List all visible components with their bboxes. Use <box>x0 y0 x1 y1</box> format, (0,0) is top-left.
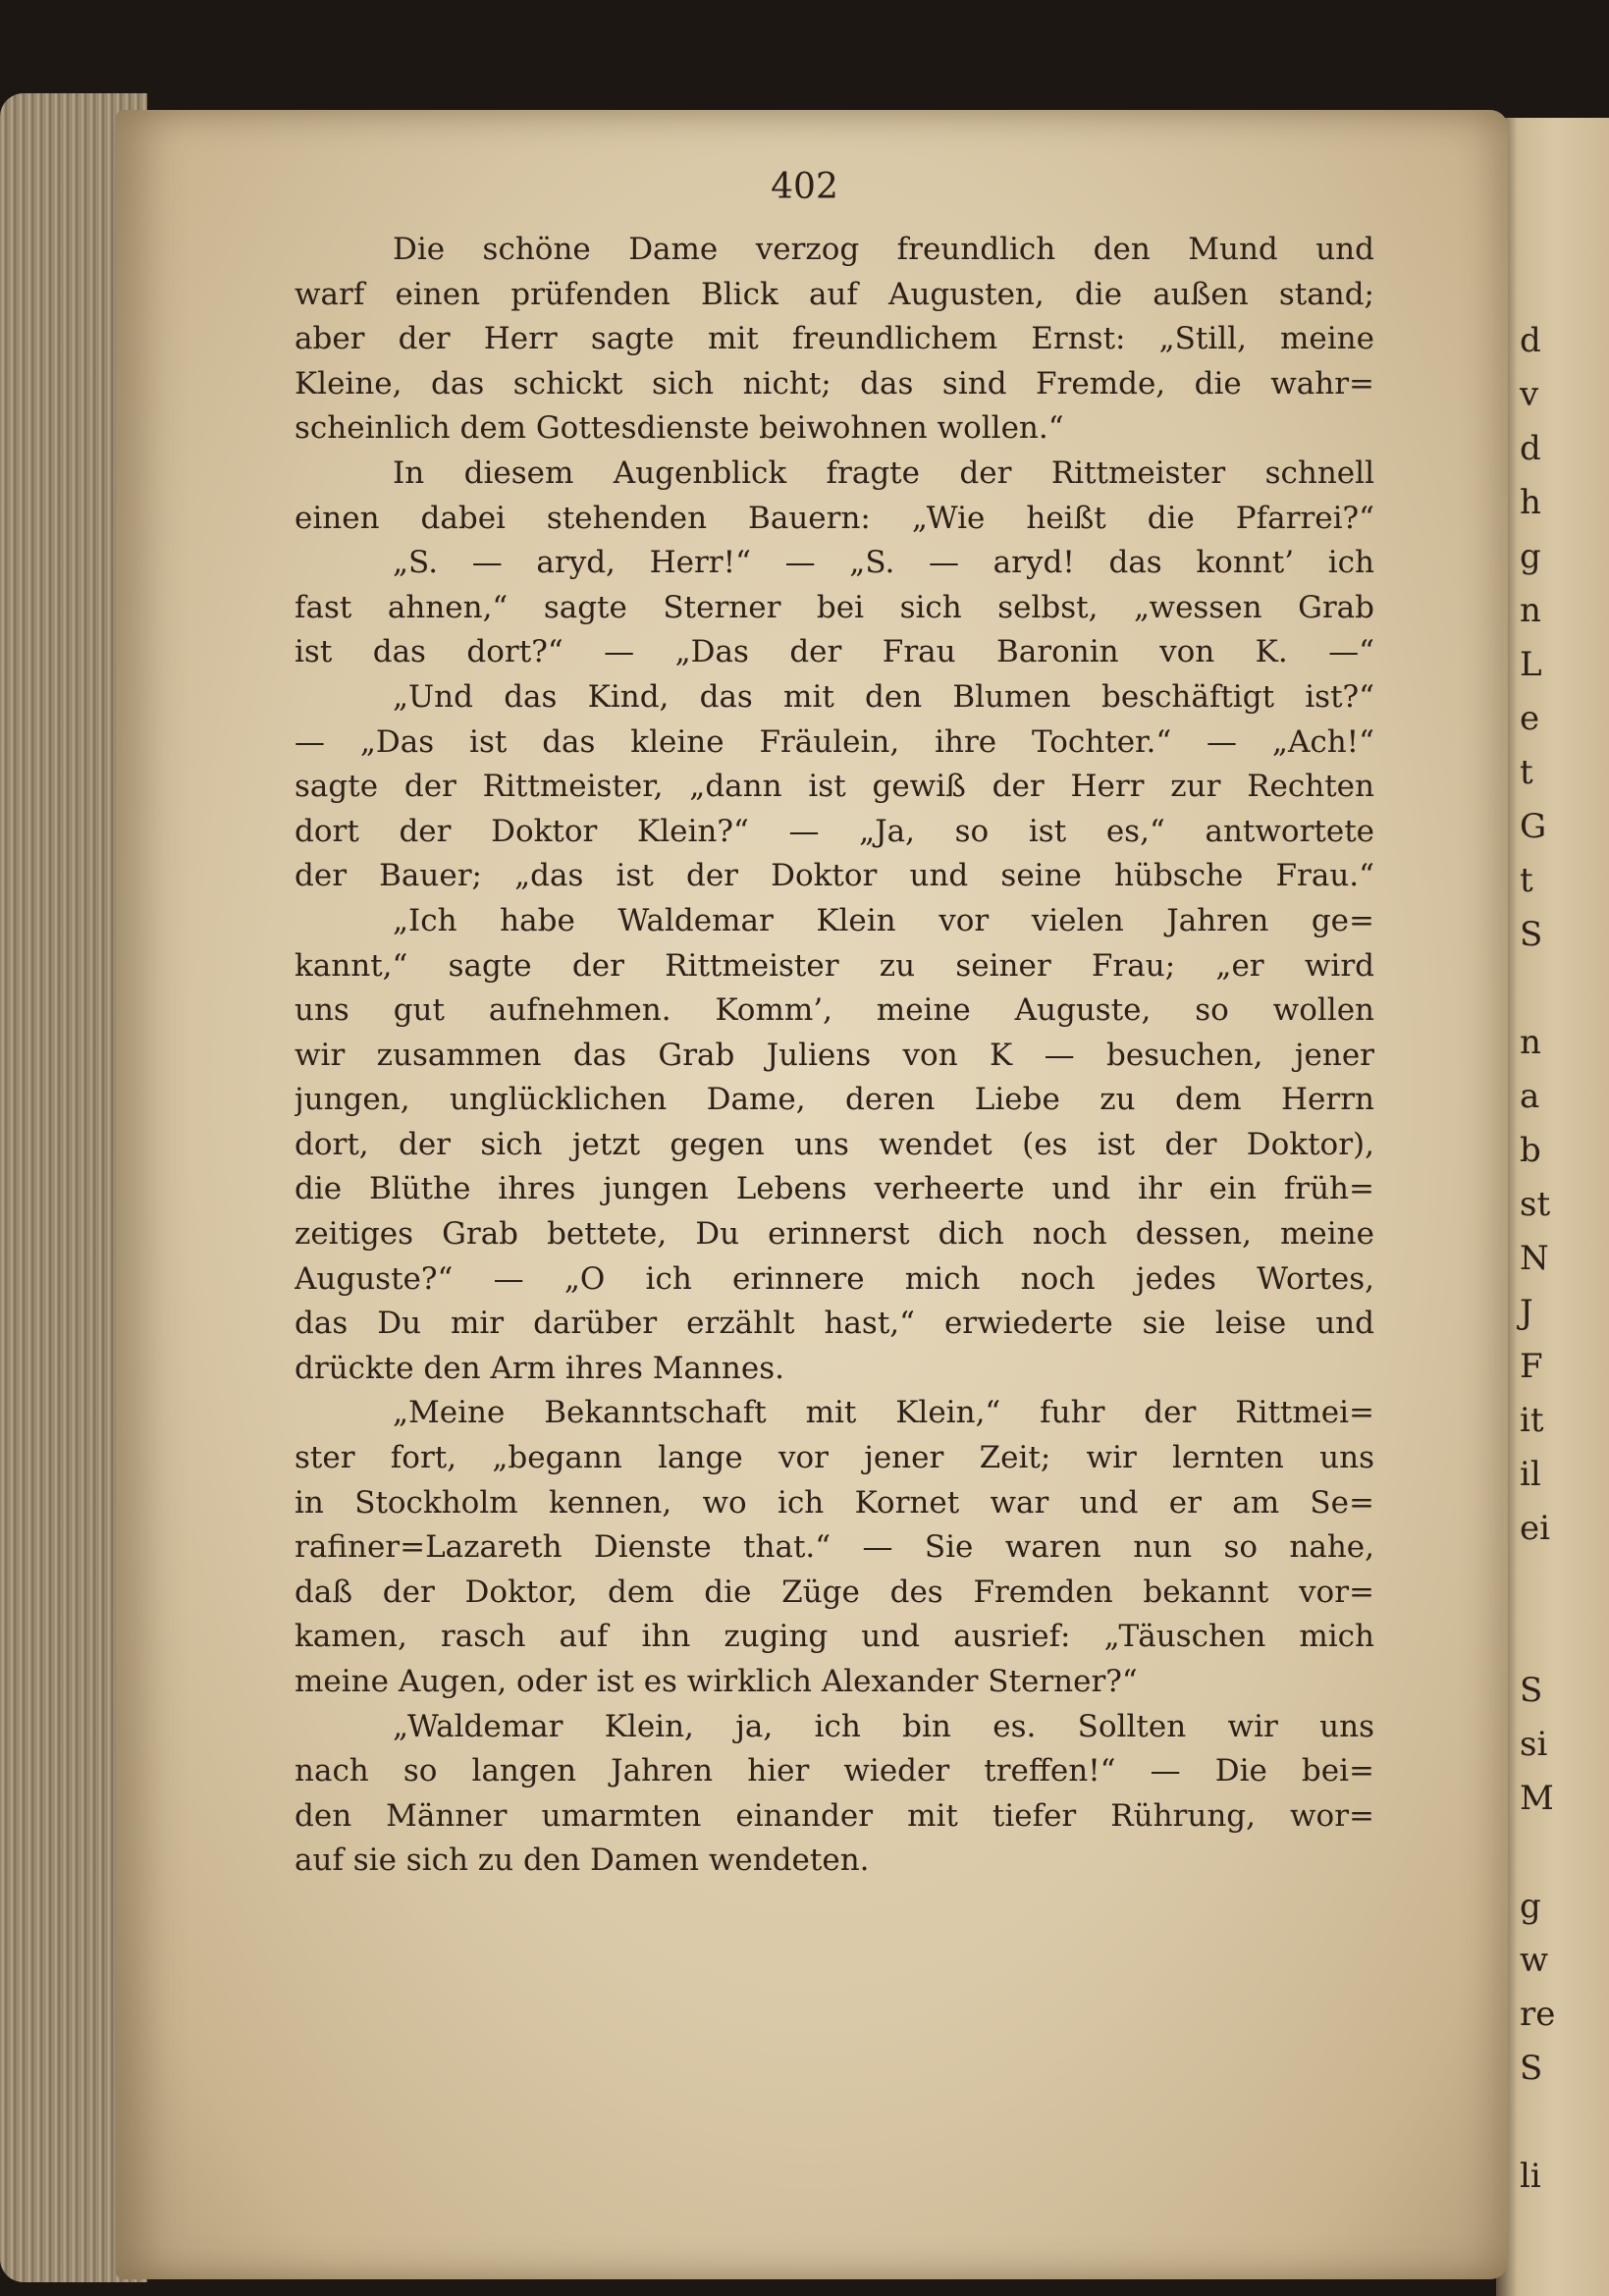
next-page-fragment: S <box>1520 2049 1543 2088</box>
text-line: rafiner=Lazareth Dienste that.“ — Sie waren nun so nahe, <box>295 1529 1374 1566</box>
next-page-fragment: ei <box>1520 1509 1550 1548</box>
next-page-fragment: li <box>1520 2157 1541 2196</box>
next-page-fragment: e <box>1520 699 1540 738</box>
page-text <box>295 228 1374 1884</box>
next-page-fragment: si <box>1520 1725 1548 1764</box>
next-page-fragment: g <box>1520 1887 1541 1926</box>
text-line: kannt,“ sagte der Rittmeister zu seiner Frau; „er wird <box>295 947 1374 984</box>
text-line: „S. — aryd, Herr!“ — „S. — aryd! das konnt’ ich <box>393 545 1374 581</box>
next-page-fragment: v <box>1520 375 1539 414</box>
next-page-fragment: b <box>1520 1131 1541 1170</box>
text-line: fast ahnen,“ sagte Sterner bei sich selbst, „wessen Grab <box>295 589 1374 625</box>
next-page-fragment <box>1520 1556 1609 1610</box>
next-page-fragment: g <box>1520 537 1541 576</box>
text-line: Auguste?“ — „O ich erinnere mich noch jedes Wortes, <box>295 1260 1374 1297</box>
next-page-fragment: M <box>1520 1779 1554 1818</box>
next-page-fragment: L <box>1520 645 1542 684</box>
text-line: Kleine, das schickt sich nicht; das sind Fremde, die wahr= <box>295 365 1374 401</box>
text-line: ist das dort?“ — „Das der Frau Baronin von K. —“ <box>295 634 1374 670</box>
next-page-fragment <box>1520 962 1609 1016</box>
text-line: die Blüthe ihres jungen Lebens verheerte und ihr ein früh= <box>295 1171 1374 1207</box>
next-page-fragment: st <box>1520 1185 1551 1224</box>
text-line: wir zusammen das Grab Juliens von K — besuchen, jener <box>295 1037 1374 1073</box>
text-line: meine Augen, oder ist es wirklich Alexander Sterner?“ <box>295 1664 1138 1699</box>
text-line: „Ich habe Waldemar Klein vor vielen Jahren ge= <box>393 902 1374 938</box>
next-page-fragment: w <box>1520 1941 1549 1980</box>
text-line: zeitiges Grab bettete, Du erinnerst dich noch dessen, meine <box>295 1216 1374 1253</box>
text-line: nach so langen Jahren hier wieder treffen!“ — Die bei= <box>295 1753 1374 1789</box>
next-page-fragment: n <box>1520 591 1541 630</box>
text-line: kamen, rasch auf ihn zuging und ausrief: „Täuschen mich <box>295 1619 1374 1655</box>
next-page-fragment: d <box>1520 321 1541 360</box>
text-line: aber der Herr sagte mit freundlichem Ernst: „Still, meine <box>295 321 1374 357</box>
text-line: das Du mir darüber erzählt hast,“ erwiederte sie leise und <box>295 1306 1374 1342</box>
next-page-text-fragments <box>1520 314 1609 2204</box>
next-page-fragment <box>1520 1826 1609 1880</box>
text-line: „Waldemar Klein, ja, ich bin es. Sollten wir uns <box>393 1708 1374 1744</box>
next-page-fragment: J <box>1520 1293 1533 1332</box>
next-page-fragment: t <box>1520 753 1533 792</box>
text-line: Die schöne Dame verzog freundlich den Mund und <box>393 232 1374 267</box>
text-line: sagte der Rittmeister, „dann ist gewiß der Herr zur Rechten <box>295 769 1374 805</box>
page-number: 402 <box>771 167 838 207</box>
text-line: einen dabei stehenden Bauern: „Wie heißt die Pfarrei?“ <box>295 500 1374 536</box>
next-page-fragment: re <box>1520 1995 1556 2034</box>
text-line: scheinlich dem Gottesdienste beiwohnen wollen.“ <box>295 410 1064 447</box>
text-line: der Bauer; „das ist der Doktor und seine hübsche Frau.“ <box>295 858 1374 894</box>
next-page-fragment: S <box>1520 915 1543 954</box>
next-page-fragment: t <box>1520 861 1533 900</box>
text-line: daß der Doktor, dem die Züge des Fremden bekannt vor= <box>295 1574 1374 1610</box>
next-page-fragment: S <box>1520 1671 1543 1710</box>
next-page-fragment: F <box>1520 1347 1543 1386</box>
text-line: „Meine Bekanntschaft mit Klein,“ fuhr der Rittmei= <box>393 1395 1374 1431</box>
text-line: dort, der sich jetzt gegen uns wendet (es ist der Doktor), <box>295 1126 1374 1162</box>
text-line: den Männer umarmten einander mit tiefer Rührung, wor= <box>295 1797 1374 1834</box>
text-line: ster fort, „begann lange vor jener Zeit; wir lernten uns <box>295 1440 1374 1476</box>
text-line: drückte den Arm ihres Mannes. <box>295 1350 784 1386</box>
next-page-fragment: N <box>1520 1239 1549 1278</box>
next-page-fragment: d <box>1520 429 1541 468</box>
text-line: jungen, unglücklichen Dame, deren Liebe zu dem Herrn <box>295 1082 1374 1118</box>
next-page-fragment: n <box>1520 1023 1541 1062</box>
next-page-fragment <box>1520 2096 1609 2150</box>
text-line: dort der Doktor Klein?“ — „Ja, so ist es,“ antwortete <box>295 813 1374 849</box>
text-line: uns gut aufnehmen. Komm’, meine Auguste, so wollen <box>295 992 1374 1029</box>
next-page-fragment: a <box>1520 1077 1540 1116</box>
text-line: — „Das ist das kleine Fräulein, ihre Tochter.“ — „Ach!“ <box>295 723 1374 760</box>
next-page-fragment: G <box>1520 807 1547 846</box>
next-page-fragment: h <box>1520 483 1541 522</box>
text-line: warf einen prüfenden Blick auf Augusten, die außen stand; <box>295 276 1374 312</box>
text-line: in Stockholm kennen, wo ich Kornet war und er am Se= <box>295 1484 1374 1521</box>
next-page-fragment: il <box>1520 1455 1541 1494</box>
text-line: In diesem Augenblick fragte der Rittmeister schnell <box>393 454 1374 491</box>
text-line: auf sie sich zu den Damen wendeten. <box>295 1842 870 1879</box>
next-page-fragment <box>1520 1610 1609 1664</box>
next-page-fragment: it <box>1520 1401 1544 1440</box>
text-line: „Und das Kind, das mit den Blumen beschäftigt ist?“ <box>393 678 1374 715</box>
